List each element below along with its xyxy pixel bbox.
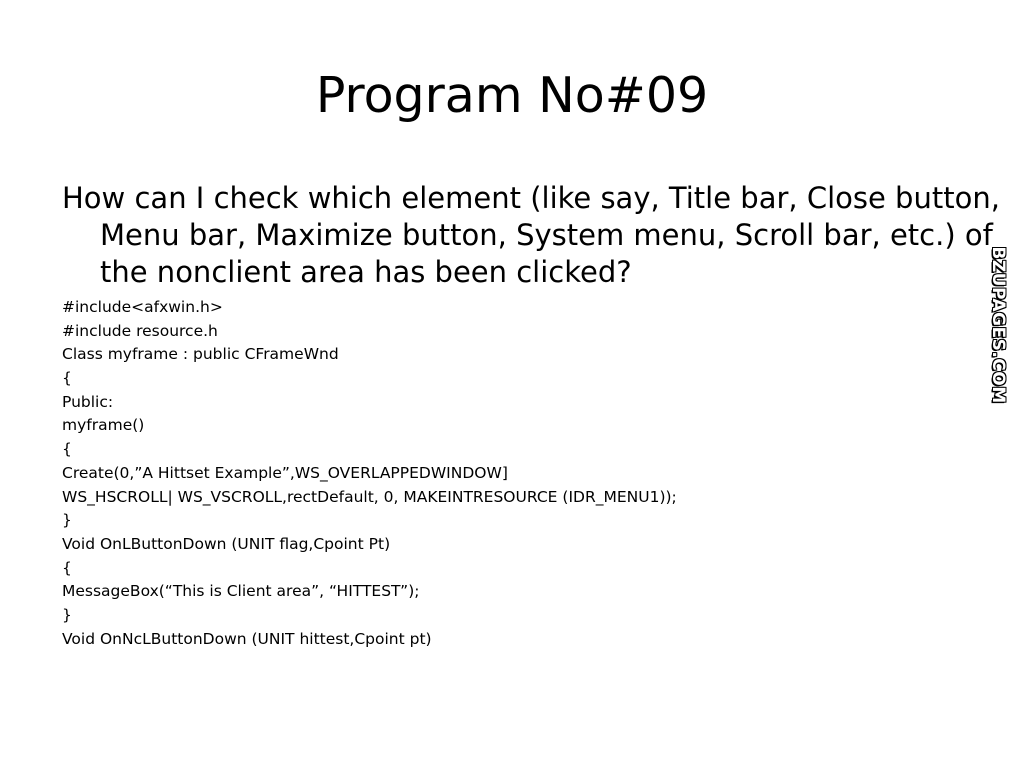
watermark-text: BZUPAGES.COM <box>988 246 1008 404</box>
code-line: } <box>62 511 72 530</box>
code-block <box>62 296 942 651</box>
code-line: } <box>62 605 72 624</box>
code-line: WS_HSCROLL| WS_VSCROLL,rectDefault, 0, MAKEINTRESOURCE (IDR_MENU1)); <box>62 487 677 506</box>
question-text: How can I check which element (like say, Title bar, Close button, Menu bar, Maximize button, System menu, Scroll bar, etc.) of the nonclient area has been clicked? <box>62 181 1000 289</box>
code-line: myframe() <box>62 416 145 435</box>
code-line: Create(0,”A Hittset Example”,WS_OVERLAPPEDWINDOW] <box>62 463 508 482</box>
code-line: Public: <box>62 392 114 411</box>
code-line: { <box>62 369 72 388</box>
code-line: { <box>62 440 72 459</box>
site-watermark <box>976 240 1020 410</box>
code-line: MessageBox(“This is Client area”, “HITTEST”); <box>62 582 420 601</box>
code-line: Void OnLButtonDown (UNIT flag,Cpoint Pt) <box>62 534 391 553</box>
code-line: #include resource.h <box>62 321 218 340</box>
code-line: Class myframe : public CFrameWnd <box>62 345 339 364</box>
code-line: #include<afxwin.h> <box>62 298 223 316</box>
slide-title: Program No#09 <box>315 67 709 124</box>
code-line: Void OnNcLButtonDown (UNIT hittest,Cpoint pt) <box>62 629 432 648</box>
code-line: { <box>62 558 72 577</box>
